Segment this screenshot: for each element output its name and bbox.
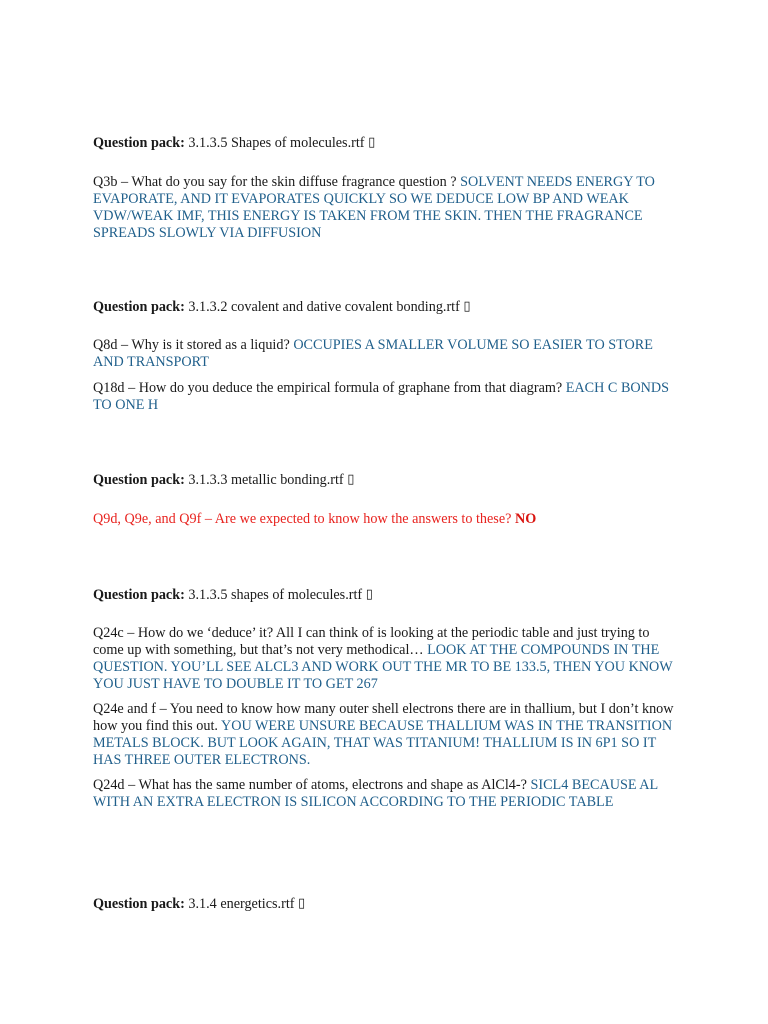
heading-label: Question pack:: [93, 135, 185, 151]
question-text: Q3b – What do you say for the skin diffuse fragrance question ?: [93, 174, 461, 190]
missing-glyph-icon: ▯: [365, 587, 373, 602]
qa-item: [93, 337, 683, 371]
missing-glyph-icon: ▯: [347, 472, 355, 487]
heading-file: 3.1.4 energetics.rtf: [188, 896, 295, 912]
heading-file: 3.1.3.5 shapes of molecules.rtf: [188, 587, 363, 603]
section-heading: [93, 298, 683, 316]
qa-item: [93, 174, 683, 242]
section-heading: [93, 134, 683, 152]
qa-item: [93, 701, 683, 769]
qa-item: [93, 511, 683, 528]
question-text: Q9d, Q9e, and Q9f – Are we expected to know how the answers to these?: [93, 511, 515, 527]
answer-text: OCCUPIES A SMALLER VOLUME SO EASIER TO STORE AND TRANSPORT: [93, 337, 653, 370]
question-text: Q24d – What has the same number of atoms, electrons and shape as AlCl4-?: [93, 777, 531, 793]
heading-label: Question pack:: [93, 587, 185, 603]
answer-text: LOOK AT THE COMPOUNDS IN THE QUESTION. YOU’LL SEE ALCL3 AND WORK OUT THE MR TO BE 133.5, THEN YOU KNOW YOU JUST HAVE TO DOUBLE IT TO GET 267: [93, 642, 673, 692]
qa-item: [93, 380, 683, 414]
question-text: Q8d – Why is it stored as a liquid?: [93, 337, 294, 353]
answer-text: YOU WERE UNSURE BECAUSE THALLIUM WAS IN THE TRANSITION METALS BLOCK. BUT LOOK AGAIN, THAT WAS TITANIUM! THALLIUM IS IN 6P1 SO IT HAS THREE OUTER ELECTRONS.: [93, 718, 673, 768]
answer-text: SICL4 BECAUSE AL WITH AN EXTRA ELECTRON IS SILICON ACCORDING TO THE PERIODIC TABLE: [93, 777, 658, 810]
section-heading: [93, 471, 683, 489]
section-heading: [93, 895, 683, 913]
heading-file: 3.1.3.2 covalent and dative covalent bonding.rtf: [188, 299, 460, 315]
answer-text: EACH C BONDS TO ONE H: [93, 380, 670, 413]
missing-glyph-icon: ▯: [298, 896, 306, 911]
missing-glyph-icon: ▯: [463, 299, 471, 314]
question-text: Q18d – How do you deduce the empirical formula of graphane from that diagram?: [93, 380, 566, 396]
question-text: Q24e and f – You need to know how many outer shell electrons there are in thallium, but I don’t know how you find this out.: [93, 701, 674, 734]
heading-label: Question pack:: [93, 299, 185, 315]
section-heading: [93, 586, 683, 604]
qa-item: [93, 777, 683, 811]
heading-file: 3.1.3.3 metallic bonding.rtf: [188, 472, 344, 488]
heading-label: Question pack:: [93, 896, 185, 912]
qa-item: [93, 625, 683, 693]
heading-file: 3.1.3.5 Shapes of molecules.rtf: [188, 135, 365, 151]
missing-glyph-icon: ▯: [368, 135, 376, 150]
answer-text: SOLVENT NEEDS ENERGY TO EVAPORATE, AND IT EVAPORATES QUICKLY SO WE DEDUCE LOW BP AND WEAK VDW/WEAK IMF, THIS ENERGY IS TAKEN FROM THE SKIN. THEN THE FRAGRANCE SPREADS SLOWLY VIA DIFFUSION: [93, 174, 655, 241]
question-text: Q24c – How do we ‘deduce’ it? All I can think of is looking at the periodic table and just trying to come up with something, but that’s not very methodical…: [93, 625, 650, 658]
heading-label: Question pack:: [93, 472, 185, 488]
answer-text: NO: [514, 511, 537, 527]
